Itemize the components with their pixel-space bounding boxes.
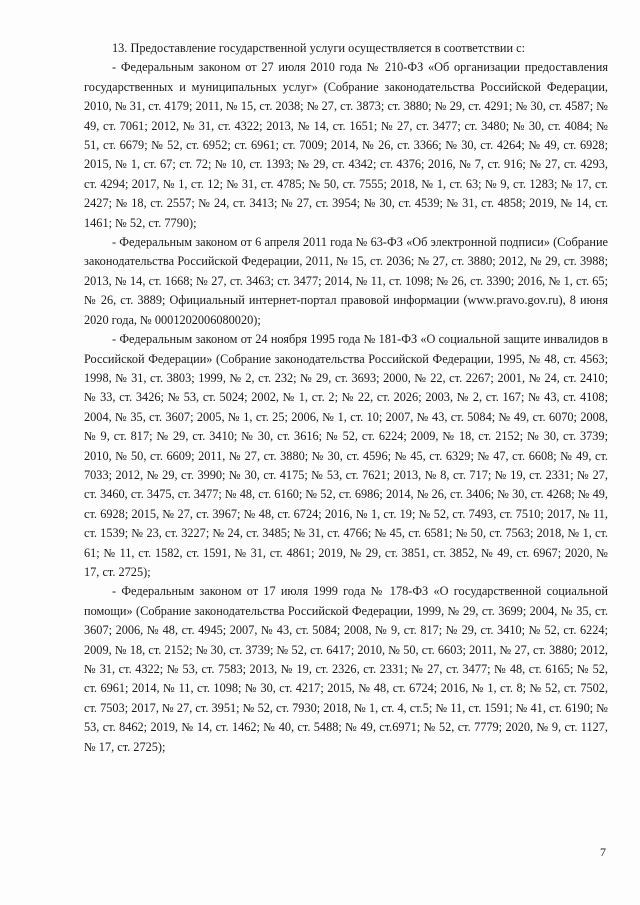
paragraph-law-63: - Федеральным законом от 6 апреля 2011 года № 63-ФЗ «Об электронной подписи» (Собрание законодательства Российской Федерации, 2011, № 15, ст. 2036; № 27, ст. 3880; 2012, № 29, ст. 3988; 2013, № 14, ст. 1668; № 27, ст. 3463; ст. 3477; 2014, № 11, ст. 1098; № 26, ст. 3390; 2016, № 1, ст. 65; № 26, ст. 3889; Официальный интернет-портал правовой информации (www.pravo.gov.ru), 8 июня 2020 года, № 0001202006080020); [84, 235, 608, 327]
paragraph-law-181: - Федеральным законом от 24 ноября 1995 года № 181-ФЗ «О социальной защите инвалидов в Российской Федерации» (Собрание законодательства Российской Федерации, 1995, № 48, ст. 4563; 1998, № 31, ст. 3803; 1999, № 2, ст. 232; № 29, ст. 3693; 2000, № 22, ст. 2267; 2001, № 24, ст. 2410; № 33, ст. 3426; № 53, ст. 5024; 2002, № 1, ст. 2; № 22, ст. 2026; 2003, № 2, ст. 167; № 43, ст. 4108; 2004, № 35, ст. 3607; 2005, № 1, ст. 25; 2006, № 1, ст. 10; 2007, № 43, ст. 5084; № 49, ст. 6070; 2008, № 9, ст. 817; № 29, ст. 3410; № 30, ст. 3616; № 52, ст. 6224; 2009, № 18, ст. 2152; № 30, ст. 3739; 2010, № 50, ст. 6609; 2011, № 27, ст. 3880; № 30, ст. 4596; № 45, ст. 6329; № 47, ст. 6608; № 49, ст. 7033; 2012, № 29, ст. 3990; № 30, ст. 4175; № 53, ст. 7621; 2013, № 8, ст. 717; № 19, ст. 2331; № 27, ст. 3460, ст. 3475, ст. 3477; № 48, ст. 6160; № 52, ст. 6986; 2014, № 26, ст. 3406; № 30, ст. 4268; № 49, ст. 6928; 2015, № 27, ст. 3967; № 48, ст. 6724; 2016, № 1, ст. 19; № 52, ст. 7493, ст. 7510; 2017, № 11, ст. 1539; № 23, ст. 3227; № 24, ст. 3485; № 31, ст. 4766; № 45, ст. 6581; № 50, ст. 7563; 2018, № 1, ст. 61; № 11, ст. 1582, ст. 1591, № 31, ст. 4861; 2019, № 29, ст. 3851, ст. 3852, № 49, ст. 6967; 2020, № 17, ст. 2725); [84, 332, 608, 579]
paragraph-law-178: - Федеральным законом от 17 июля 1999 года № 178-ФЗ «О государственной социальной помощи» (Собрание законодательства Российской Федерации, 1999, № 29, ст. 3699; 2004, № 35, ст. 3607; 2006, № 48, ст. 4945; 2007, № 43, ст. 5084; 2008, № 9, ст. 817; № 29, ст. 3410; № 52, ст. 6224; 2009, № 18, ст. 2152; № 30, ст. 3739; № 52, ст. 6417; 2010, № 50, ст. 6603; 2011, № 27, ст. 3880; 2012, № 31, ст. 4322; № 53, ст. 7583; 2013, № 19, ст. 2326, ст. 2331; № 27, ст. 3477; № 48, ст. 6165; № 52, ст. 6961; 2014, № 11, ст. 1098; № 30, ст. 4217; 2015, № 48, ст. 6724; 2016, № 1, ст. 8; № 52, ст. 7502, ст. 7503; 2017, № 27, ст. 3951; № 52, ст. 7930; 2018, № 1, ст. 4, ст.5; № 11, ст. 1591; № 41, ст. 6190; № 53, ст. 8462; 2019, № 14, ст. 1462; № 40, ст. 5488; № 49, ст.6971; № 52, ст. 7779; 2020, № 9, ст. 1127, № 17, ст. 2725); [84, 584, 608, 754]
paragraph-clause-13: 13. Предоставление государственной услуги осуществляется в соответствии с: [112, 41, 526, 55]
document-body [84, 39, 608, 757]
paragraph-law-210: - Федеральным законом от 27 июля 2010 года № 210-ФЗ «Об организации предоставления государственных и муниципальных услуг» (Собрание законодательства Российской Федерации, 2010, № 31, ст. 4179; 2011, № 15, ст. 2038; № 27, ст. 3873; ст. 3880; № 29, ст. 4291; № 30, ст. 4587; № 49, ст. 7061; 2012, № 31, ст. 4322; 2013, № 14, ст. 1651; № 27, ст. 3477; ст. 3480; № 30, ст. 4084; № 51, ст. 6679; № 52, ст. 6952; ст. 6961; ст. 7009; 2014, № 26, ст. 3366; № 30, ст. 4264; № 49, ст. 6928; 2015, № 1, ст. 67; ст. 72; № 10, ст. 1393; № 29, ст. 4342; ст. 4376; 2016, № 7, ст. 916; № 27, ст. 4293, ст. 4294; 2017, № 1, ст. 12; № 31, ст. 4785; № 50, ст. 7555; 2018, № 1, ст. 63; № 9, ст. 1283; № 17, ст. 2427; № 18, ст. 2557; № 24, ст. 3413; № 27, ст. 3954; № 30, ст. 4539; № 31, ст. 4858; 2019, № 14, ст. 1461; № 52, ст. 7790); [84, 60, 608, 230]
page-number: 7 [600, 845, 606, 859]
